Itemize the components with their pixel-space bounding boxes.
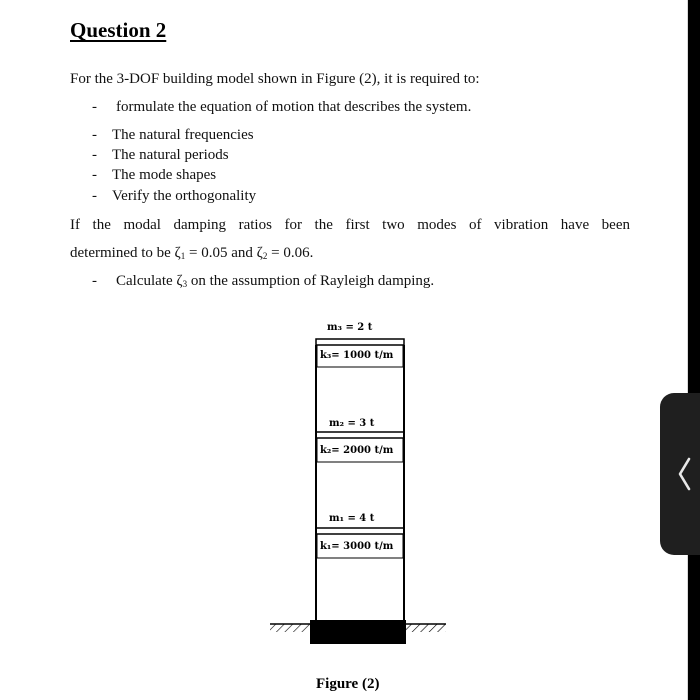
bullet-dash: -	[92, 99, 97, 115]
zeta-symbol: ζ	[256, 245, 263, 261]
zeta-subscript: 3	[182, 279, 188, 289]
chevron-left-icon	[676, 456, 692, 492]
stiffness-1-label: k₁= 3000 t/m	[320, 541, 394, 552]
question-heading: Question 2	[70, 18, 167, 42]
floor-slab-1	[316, 528, 404, 534]
bullet-dash: -	[92, 147, 97, 163]
zeta-symbol: ζ	[176, 273, 183, 289]
figure-caption: Figure (2)	[316, 676, 380, 692]
zeta2-value: = 0.06.	[271, 245, 314, 261]
mass-3-label: m₃ = 2 t	[327, 322, 373, 333]
ground-hatch-right	[406, 624, 446, 632]
zeta-symbol: ζ	[174, 245, 181, 261]
zeta1-value: = 0.05 and	[189, 245, 253, 261]
damping-paragraph-line: If the modal damping ratios for the first two modes of vibration have been	[70, 217, 630, 233]
calc-prefix: Calculate	[116, 273, 173, 289]
bullet-dash: -	[92, 127, 97, 143]
zeta-subscript: 1	[180, 251, 186, 261]
damping-prefix: determined to be	[70, 245, 171, 261]
calc-suffix: on the assumption of Rayleigh damping.	[190, 273, 435, 289]
task-item: Verify the orthogonality	[112, 188, 257, 204]
mass-1-label: m₁ = 4 t	[329, 513, 375, 524]
task-item: formulate the equation of motion that describes the system.	[116, 99, 472, 115]
bullet-dash: -	[92, 273, 97, 289]
side-panel-toggle[interactable]	[660, 393, 700, 555]
task-item: The natural periods	[112, 147, 229, 163]
bullet-dash: -	[92, 188, 97, 204]
stiffness-2-label: k₂= 2000 t/m	[320, 445, 394, 456]
stiffness-3-label: k₃= 1000 t/m	[320, 350, 394, 361]
intro-text: For the 3-DOF building model shown in Figure (2), it is required to:	[70, 71, 480, 87]
bullet-dash: -	[92, 167, 97, 183]
floor-slab-3	[316, 339, 404, 345]
zeta-subscript: 2	[262, 251, 268, 261]
task-item: The natural frequencies	[112, 127, 254, 143]
ground-hatch-left	[270, 624, 310, 632]
mass-2-label: m₂ = 3 t	[329, 418, 375, 429]
floor-slab-2	[316, 432, 404, 438]
task-item: The mode shapes	[112, 167, 217, 183]
